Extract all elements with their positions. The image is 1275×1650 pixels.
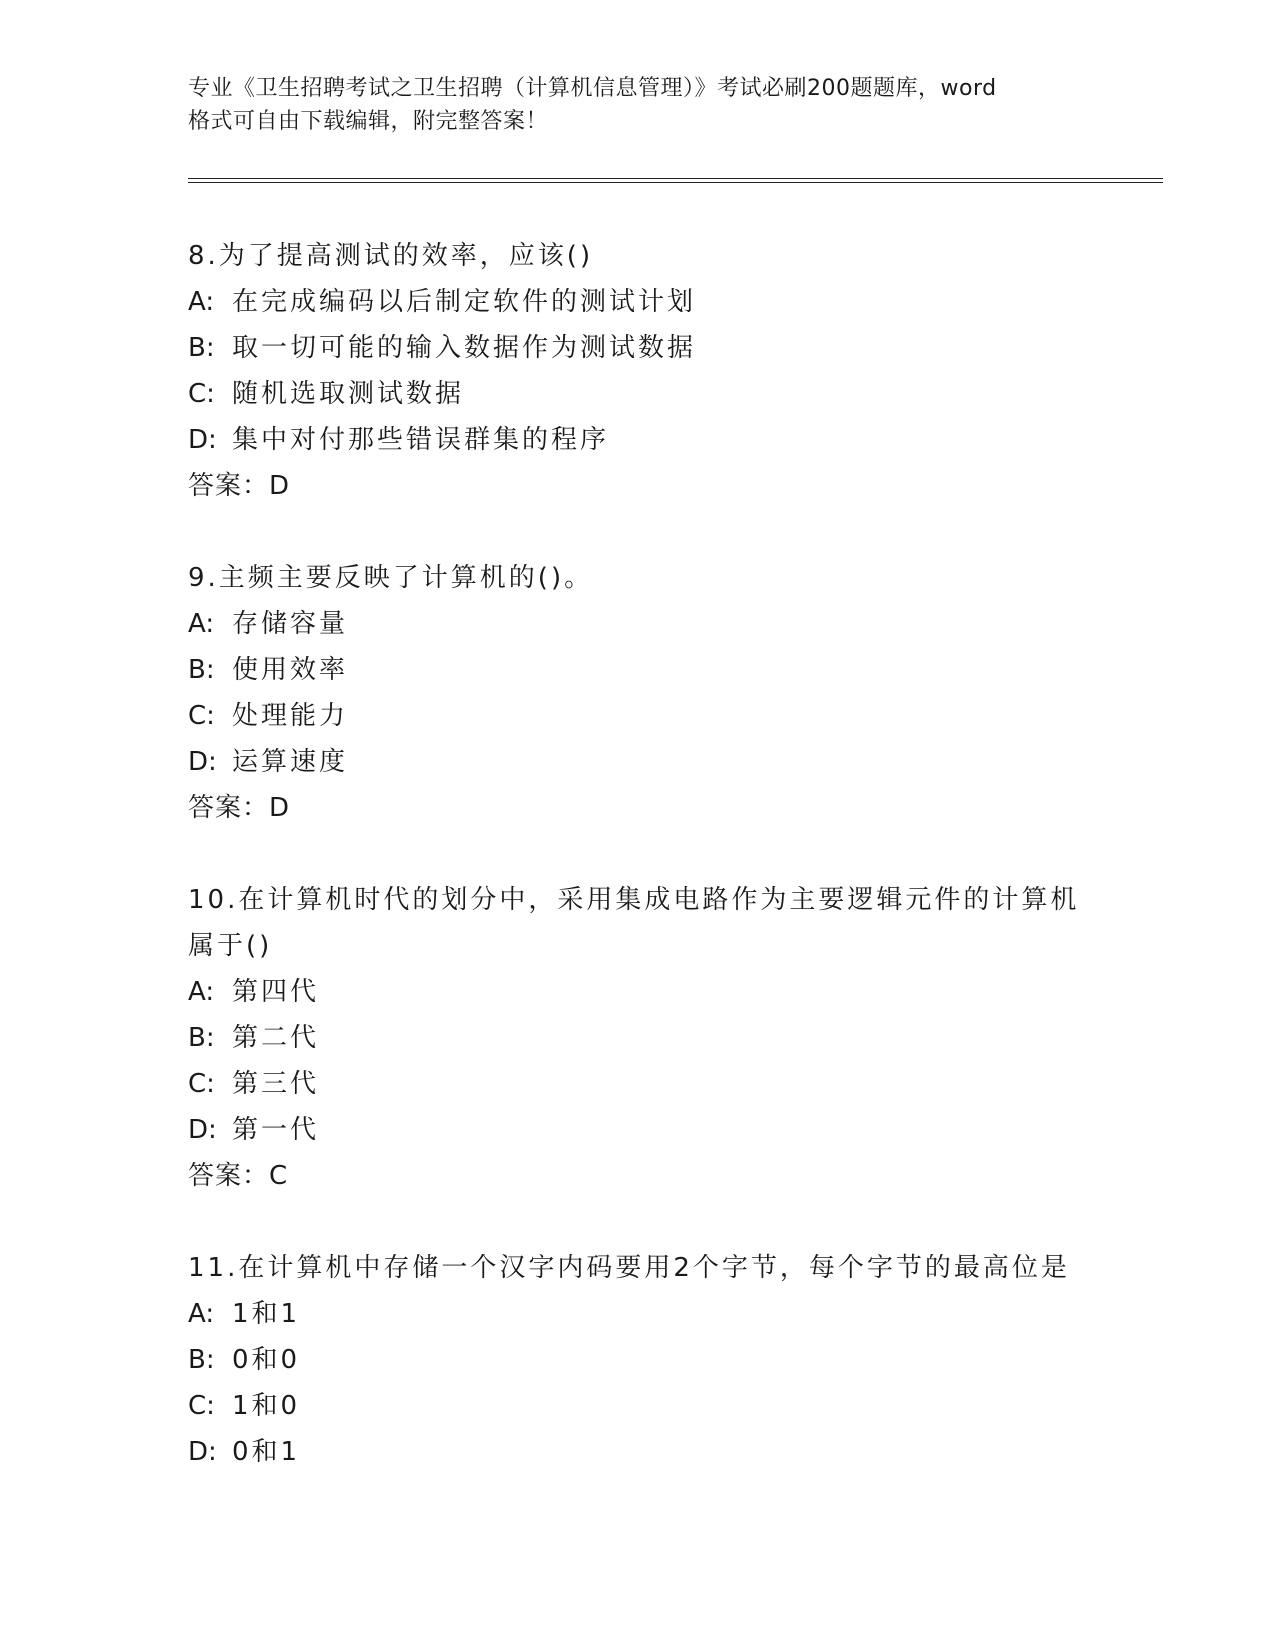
header-title-line-2: 格式可自由下载编辑，附完整答案！ bbox=[188, 109, 549, 134]
option-letter: B: bbox=[188, 1345, 215, 1375]
option-letter: B: bbox=[188, 333, 215, 363]
option-letter: A: bbox=[188, 287, 215, 317]
option-c bbox=[188, 371, 1088, 417]
question-11 bbox=[188, 1245, 1088, 1475]
option-b bbox=[188, 325, 1088, 371]
option-text: 第四代 bbox=[232, 977, 320, 1007]
question-stem: 11.在计算机中存储一个汉字内码要用2个字节，每个字节的最高位是 bbox=[188, 1253, 1070, 1283]
option-d bbox=[188, 1429, 1088, 1475]
option-letter: D: bbox=[188, 747, 217, 777]
option-text: 1和0 bbox=[232, 1391, 301, 1421]
option-b bbox=[188, 1337, 1088, 1383]
option-d bbox=[188, 417, 1088, 463]
option-text: 在完成编码以后制定软件的测试计划 bbox=[232, 287, 697, 317]
option-letter: C: bbox=[188, 379, 215, 409]
option-letter: A: bbox=[188, 977, 215, 1007]
question-stem: 9.主频主要反映了计算机的()。 bbox=[188, 563, 594, 593]
option-letter: A: bbox=[188, 1299, 215, 1329]
option-a bbox=[188, 1291, 1088, 1337]
option-c bbox=[188, 1061, 1088, 1107]
option-letter: B: bbox=[188, 1023, 215, 1053]
option-text: 使用效率 bbox=[232, 655, 349, 685]
question-10 bbox=[188, 877, 1088, 1199]
answer-line: 答案：D bbox=[188, 471, 291, 501]
option-text: 存储容量 bbox=[232, 609, 349, 639]
option-text: 第一代 bbox=[232, 1115, 320, 1145]
document-header bbox=[188, 72, 1088, 138]
option-letter: D: bbox=[188, 1115, 217, 1145]
option-letter: D: bbox=[188, 1437, 217, 1467]
option-text: 取一切可能的输入数据作为测试数据 bbox=[232, 333, 697, 363]
option-text: 0和0 bbox=[232, 1345, 301, 1375]
option-letter: C: bbox=[188, 1391, 215, 1421]
question-stem: 10.在计算机时代的划分中，采用集成电路作为主要逻辑元件的计算机 bbox=[188, 885, 1080, 915]
question-stem-continued: 属于() bbox=[188, 931, 273, 961]
option-text: 1和1 bbox=[232, 1299, 301, 1329]
option-text: 运算速度 bbox=[232, 747, 349, 777]
option-text: 0和1 bbox=[232, 1437, 301, 1467]
question-list bbox=[188, 233, 1088, 1521]
option-text: 第三代 bbox=[232, 1069, 320, 1099]
header-divider bbox=[188, 178, 1163, 183]
option-a bbox=[188, 279, 1088, 325]
question-stem: 8.为了提高测试的效率，应该() bbox=[188, 241, 594, 271]
option-a bbox=[188, 969, 1088, 1015]
option-text: 随机选取测试数据 bbox=[232, 379, 465, 409]
option-d bbox=[188, 1107, 1088, 1153]
header-title-line-1: 专业《卫生招聘考试之卫生招聘（计算机信息管理）》考试必刷200题题库，word bbox=[188, 76, 997, 101]
option-b bbox=[188, 1015, 1088, 1061]
option-letter: D: bbox=[188, 425, 217, 455]
option-text: 第二代 bbox=[232, 1023, 320, 1053]
option-c bbox=[188, 1383, 1088, 1429]
answer-line: 答案：C bbox=[188, 1161, 289, 1191]
answer-line: 答案：D bbox=[188, 793, 291, 823]
option-letter: A: bbox=[188, 609, 215, 639]
option-text: 处理能力 bbox=[232, 701, 349, 731]
question-8 bbox=[188, 233, 1088, 509]
question-9 bbox=[188, 555, 1088, 831]
option-letter: C: bbox=[188, 1069, 215, 1099]
option-b bbox=[188, 647, 1088, 693]
option-letter: B: bbox=[188, 655, 215, 685]
option-text: 集中对付那些错误群集的程序 bbox=[232, 425, 610, 455]
option-a bbox=[188, 601, 1088, 647]
option-d bbox=[188, 739, 1088, 785]
option-letter: C: bbox=[188, 701, 215, 731]
option-c bbox=[188, 693, 1088, 739]
